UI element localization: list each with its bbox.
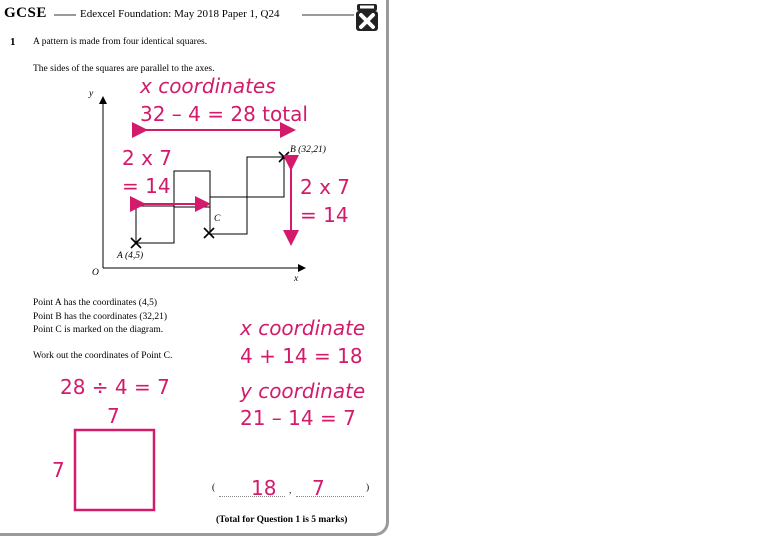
annotation-y-coordinate-heading: y coordinate <box>240 379 366 403</box>
answer-x-value: 18 <box>251 476 277 500</box>
answer-open-paren: ( <box>212 483 216 493</box>
point-a-label: A (4,5) <box>117 251 144 261</box>
origin-label: O <box>92 268 99 278</box>
info-point-b: Point B has the coordinates (32,21) <box>33 312 168 322</box>
point-b-label: B (32,21) <box>290 145 326 155</box>
annotation-left-calc-2: = 14 <box>122 174 171 198</box>
info-point-c: Point C is marked on the diagram. <box>33 325 164 335</box>
question-number: 1 <box>10 36 16 48</box>
annotation-x-total: 32 – 4 = 28 total <box>140 102 308 126</box>
annotation-x-coordinate-heading: x coordinate <box>240 316 366 340</box>
total-marks: (Total for Question 1 is 5 marks) <box>216 515 348 525</box>
square-1 <box>136 206 174 243</box>
annotation-division: 28 ÷ 4 = 7 <box>60 375 170 399</box>
task-text: Work out the coordinates of Point C. <box>33 351 173 361</box>
question-line-2: The sides of the squares are parallel to the axes. <box>33 64 215 74</box>
point-c-marker <box>204 228 214 238</box>
y-axis-label: y <box>89 89 94 99</box>
annotation-x-coordinates: x coordinates <box>140 74 276 98</box>
point-c-label: C <box>214 214 221 224</box>
answer-comma: , <box>289 486 292 496</box>
annotation-left-calc-1: 2 x 7 <box>122 146 172 170</box>
annotation-square-side-top: 7 <box>107 404 120 428</box>
info-point-a: Point A has the coordinates (4,5) <box>33 298 158 308</box>
annotation-right-calc-2: = 14 <box>300 203 349 227</box>
question-line-1: A pattern is made from four identical squares. <box>33 37 208 47</box>
square-2 <box>174 171 210 207</box>
square-4 <box>247 157 284 197</box>
answer-y-line <box>296 496 364 497</box>
answer-close-paren: ) <box>366 483 370 493</box>
annotation-square-side-left: 7 <box>52 458 65 482</box>
annotation-right-calc-1: 2 x 7 <box>300 175 350 199</box>
annotation-x-coordinate-calc: 4 + 14 = 18 <box>240 344 363 368</box>
sketch-square <box>75 430 154 510</box>
x-axis-label: x <box>294 274 299 284</box>
page-title: Edexcel Foundation: May 2018 Paper 1, Q24 <box>80 8 280 20</box>
annotation-y-coordinate-calc: 21 – 14 = 7 <box>240 406 356 430</box>
gcse-brand: GCSE <box>4 5 47 21</box>
answer-y-value: 7 <box>312 476 325 500</box>
